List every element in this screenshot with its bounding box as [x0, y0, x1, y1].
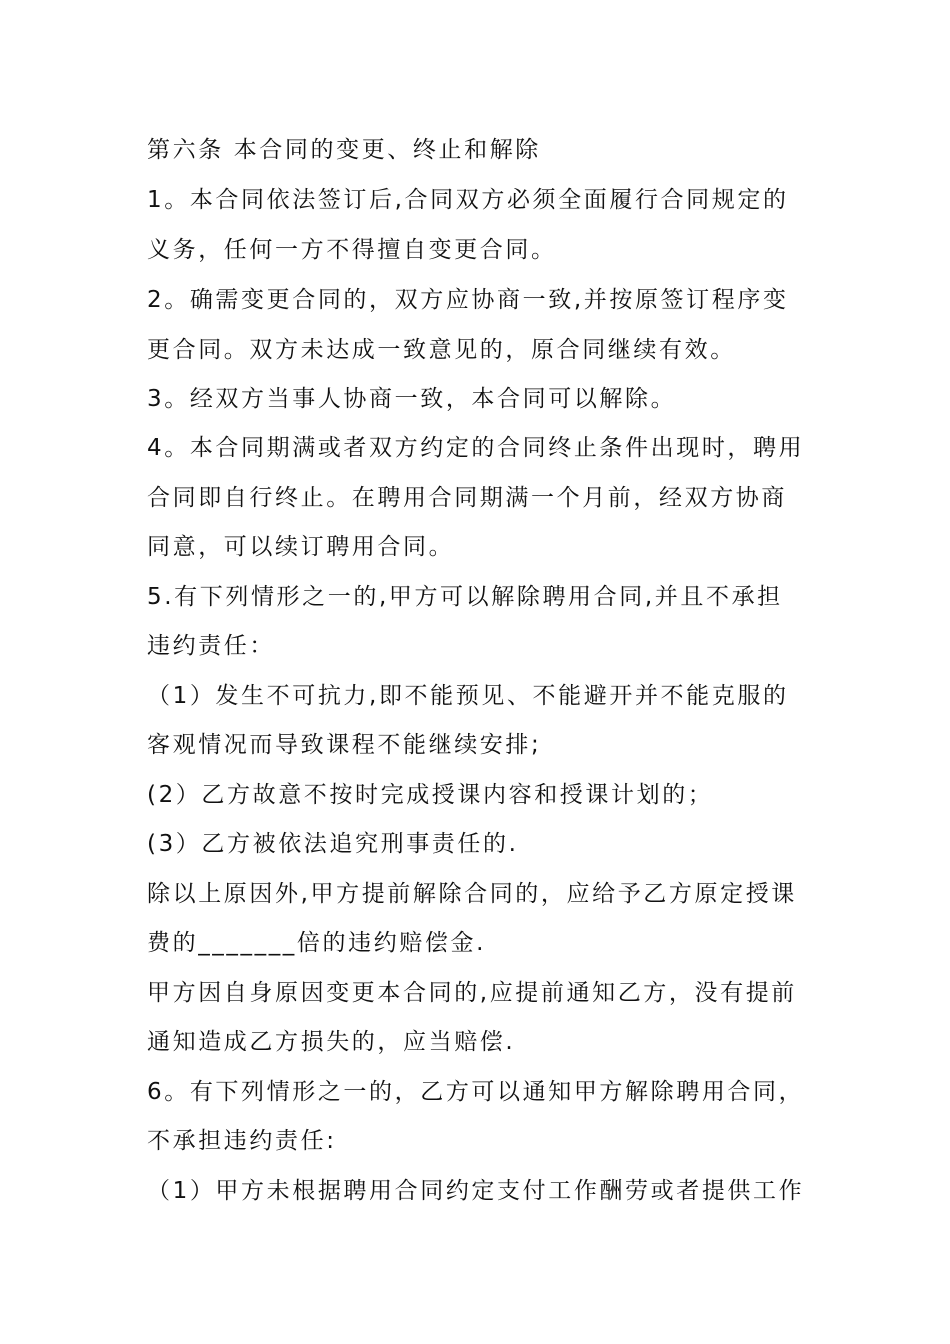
text-line: (3）乙方被依法追究刑事责任的.	[147, 831, 519, 857]
text-line: 6。有下列情形之一的，乙方可以通知甲方解除聘用合同，	[147, 1079, 805, 1105]
text-line: 合同即自行终止。在聘用合同期满一个月前，经双方协商	[147, 485, 787, 511]
text-line: 更合同。双方未达成一致意见的，原合同继续有效。	[147, 337, 736, 363]
text-line: 除以上原因外,甲方提前解除合同的，应给予乙方原定授课	[147, 881, 797, 907]
text-line: 甲方因自身原因变更本合同的,应提前通知乙方，没有提前	[147, 980, 797, 1006]
text-line: 5.有下列情形之一的,甲方可以解除聘用合同,并且不承担	[147, 584, 783, 610]
text-line: （1）甲方未根据聘用合同约定支付工作酬劳或者提供工作	[147, 1178, 805, 1204]
text-line: 客观情况而导致课程不能继续安排;	[147, 732, 542, 758]
text-line: （1）发生不可抗力,即不能预见、不能避开并不能克服的	[147, 683, 789, 709]
text-line: 义务，任何一方不得擅自变更合同。	[147, 237, 557, 263]
text-line: 4。本合同期满或者双方约定的合同终止条件出现时，聘用	[147, 435, 805, 461]
text-line: 3。经双方当事人协商一致，本合同可以解除。	[147, 386, 677, 412]
text-line: 违约责任：	[147, 633, 275, 659]
text-line: 不承担违约责任:	[147, 1128, 337, 1154]
text-line: 2。确需变更合同的，双方应协商一致,并按原签订程序变	[147, 287, 789, 313]
text-line: 1。本合同依法签订后,合同双方必须全面履行合同规定的	[147, 187, 789, 213]
text-line: 费的_______倍的违约赔偿金.	[147, 930, 487, 956]
text-line: (2）乙方故意不按时完成授课内容和授课计划的；	[147, 782, 714, 808]
article-heading: 第六条 本合同的变更、终止和解除	[147, 137, 541, 163]
text-line: 同意，可以续订聘用合同。	[147, 534, 455, 560]
text-line: 通知造成乙方损失的，应当赔偿.	[147, 1029, 516, 1055]
